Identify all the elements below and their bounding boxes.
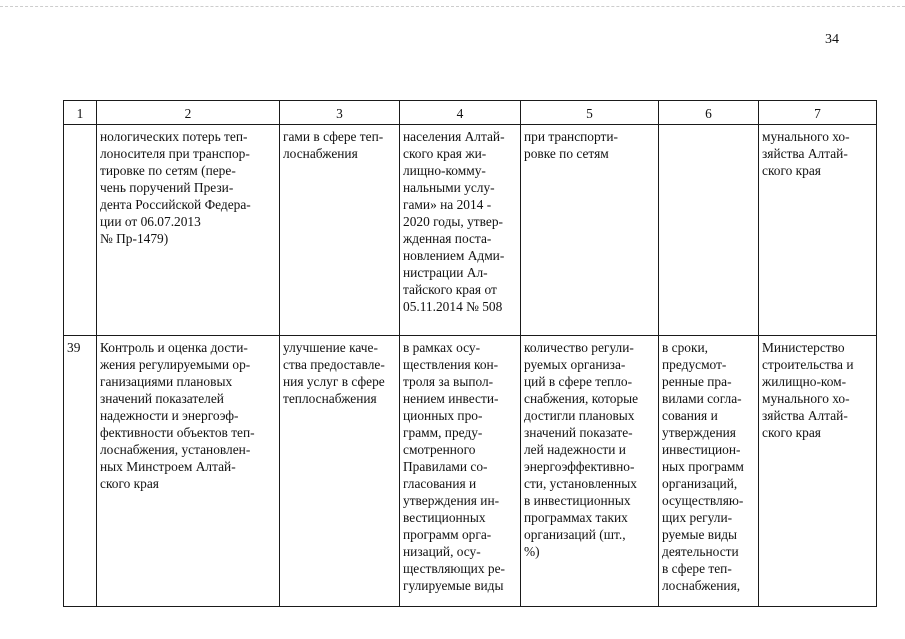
table-header-row (64, 101, 877, 125)
row-number-cell: 39 (64, 336, 97, 607)
responsible-cell: Министерство строительства и жилищно-ком- мунального хо- зяйства Алтай- ского края (759, 336, 877, 607)
measure-name-cell: Контроль и оценка дости- жения регулируемыми ор- ганизациями плановых значений показателей надежности и энергоэф- фективности объектов теп- лоснабжения, установлен- ных Минстроем Алтай- ского края (97, 336, 280, 607)
column-header: 6 (659, 101, 759, 125)
scan-edge-line (0, 6, 905, 7)
column-header: 3 (280, 101, 400, 125)
indicator-cell: при транспорти- ровке по сетям (521, 125, 659, 336)
row-number-cell (64, 125, 97, 336)
column-header: 7 (759, 101, 877, 125)
goal-cell: улучшение каче- ства предоставле- ния услуг в сфере теплоснабжения (280, 336, 400, 607)
measures-table (63, 100, 877, 607)
deadline-cell: в сроки, предусмот- ренные пра- вилами согла- сования и утверждения инвестицион- ных программ организаций, осуществляю- щих регули- руемые виды деятельности в сфере теп- лоснабжения, (659, 336, 759, 607)
measure-name-cell: нологических потерь теп- лоносителя при транспор- тировке по сетям (пере- чень поручений Прези- дента Российской Федера- ции от 06.07.2013 № Пр-1479) (97, 125, 280, 336)
column-header: 5 (521, 101, 659, 125)
table-row (64, 336, 877, 607)
page-number: 34 (825, 32, 839, 47)
deadline-cell (659, 125, 759, 336)
table-row (64, 125, 877, 336)
indicator-cell: количество регули- руемых организа- ций в сфере тепло- снабжения, которые достигли плановых значений показате- лей надежности и энергоэффективно- сти, установленных в инвестиционных программах таких организаций (шт., %) (521, 336, 659, 607)
column-header: 1 (64, 101, 97, 125)
column-header: 4 (400, 101, 521, 125)
basis-cell: в рамках осу- ществления кон- троля за выпол- нением инвести- ционных про- грамм, преду- смотренного Правилами со- гласования и утверждения ин- вестиционных программ орга- низаций, осу- ществляющих ре- гулируемые виды (400, 336, 521, 607)
column-header: 2 (97, 101, 280, 125)
responsible-cell: мунального хо- зяйства Алтай- ского края (759, 125, 877, 336)
basis-cell: населения Алтай- ского края жи- лищно-комму- нальными услу- гами» на 2014 - 2020 годы, утвер- жденная поста- новлением Адми- нистрации Ал- тайского края от 05.11.2014 № 508 (400, 125, 521, 336)
goal-cell: гами в сфере теп- лоснабжения (280, 125, 400, 336)
